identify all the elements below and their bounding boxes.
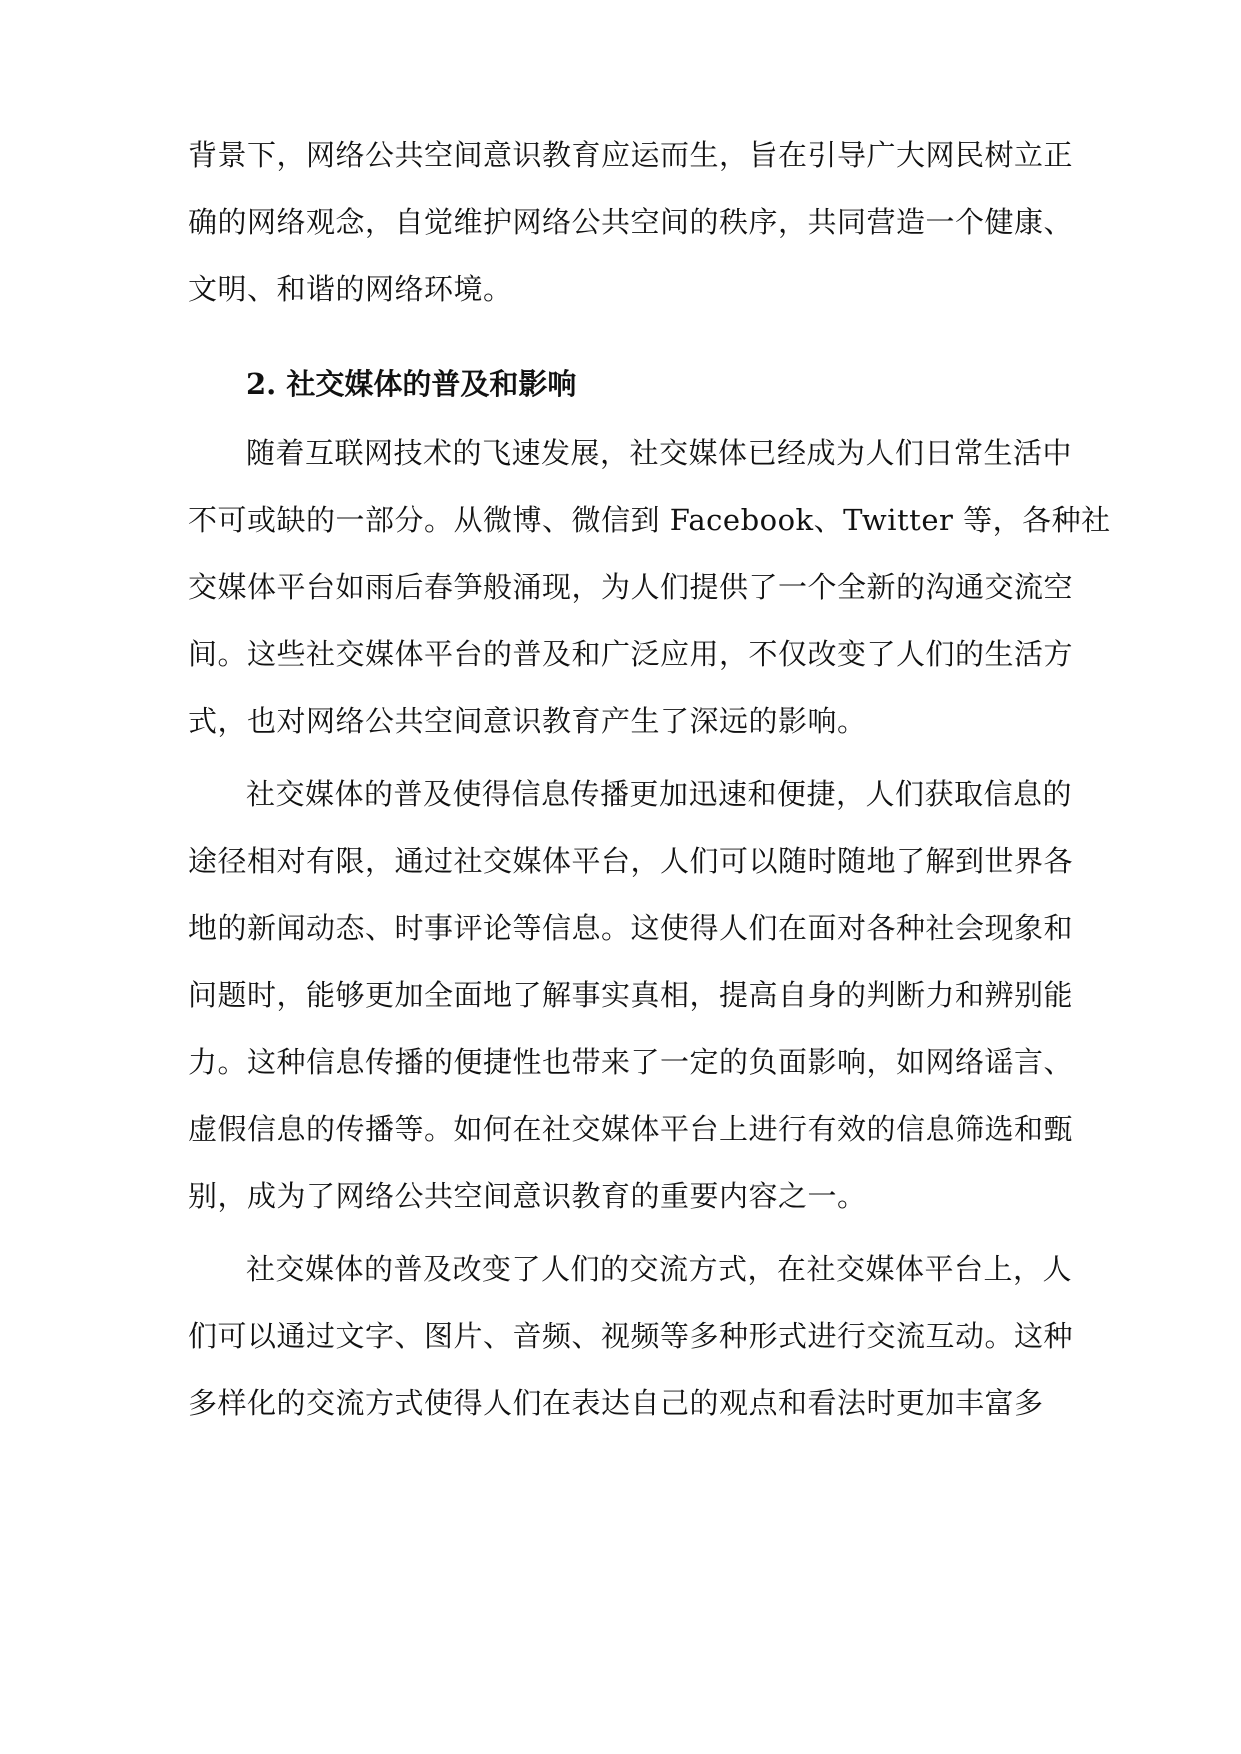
paragraph-2-line-4: 问题时，能够更加全面地了解事实真相，提高自身的判断力和辨别能 — [188, 978, 1074, 1012]
paragraph-2-line-3: 地的新闻动态、时事评论等信息。这使得人们在面对各种社会现象和 — [188, 911, 1074, 945]
paragraph-1-line-3: 交媒体平台如雨后春笋般涌现，为人们提供了一个全新的沟通交流空 — [188, 570, 1074, 604]
paragraph-3-line-3: 多样化的交流方式使得人们在表达自己的观点和看法时更加丰富多 — [188, 1386, 1044, 1420]
paragraph-1-line-2: 不可或缺的一部分。从微博、微信到 Facebook、Twitter 等，各种社 — [188, 503, 1111, 537]
paragraph-2-line-5: 力。这种信息传播的便捷性也带来了一定的负面影响，如网络谣言、 — [188, 1045, 1074, 1079]
paragraph-2-line-7: 别，成为了网络公共空间意识教育的重要内容之一。 — [188, 1179, 867, 1213]
intro-line-2: 确的网络观念，自觉维护网络公共空间的秩序，共同营造一个健康、 — [188, 205, 1074, 239]
paragraph-2-line-2: 途径相对有限，通过社交媒体平台，人们可以随时随地了解到世界各 — [188, 844, 1074, 878]
section-heading: 2. 社交媒体的普及和影响 — [246, 367, 577, 401]
paragraph-1-line-4: 间。这些社交媒体平台的普及和广泛应用，不仅改变了人们的生活方 — [188, 637, 1074, 671]
paragraph-1-line-5: 式，也对网络公共空间意识教育产生了深远的影响。 — [188, 704, 867, 738]
paragraph-3-line-2: 们可以通过文字、图片、音频、视频等多种形式进行交流互动。这种 — [188, 1319, 1074, 1353]
intro-line-3: 文明、和谐的网络环境。 — [188, 272, 513, 306]
intro-line-1: 背景下，网络公共空间意识教育应运而生，旨在引导广大网民树立正 — [188, 138, 1074, 172]
paragraph-1-line-1: 随着互联网技术的飞速发展，社交媒体已经成为人们日常生活中 — [246, 436, 1073, 470]
paragraph-3-line-1: 社交媒体的普及改变了人们的交流方式，在社交媒体平台上，人 — [246, 1252, 1073, 1286]
paragraph-2-line-6: 虚假信息的传播等。如何在社交媒体平台上进行有效的信息筛选和甄 — [188, 1112, 1074, 1146]
paragraph-2-line-1: 社交媒体的普及使得信息传播更加迅速和便捷，人们获取信息的 — [246, 777, 1073, 811]
